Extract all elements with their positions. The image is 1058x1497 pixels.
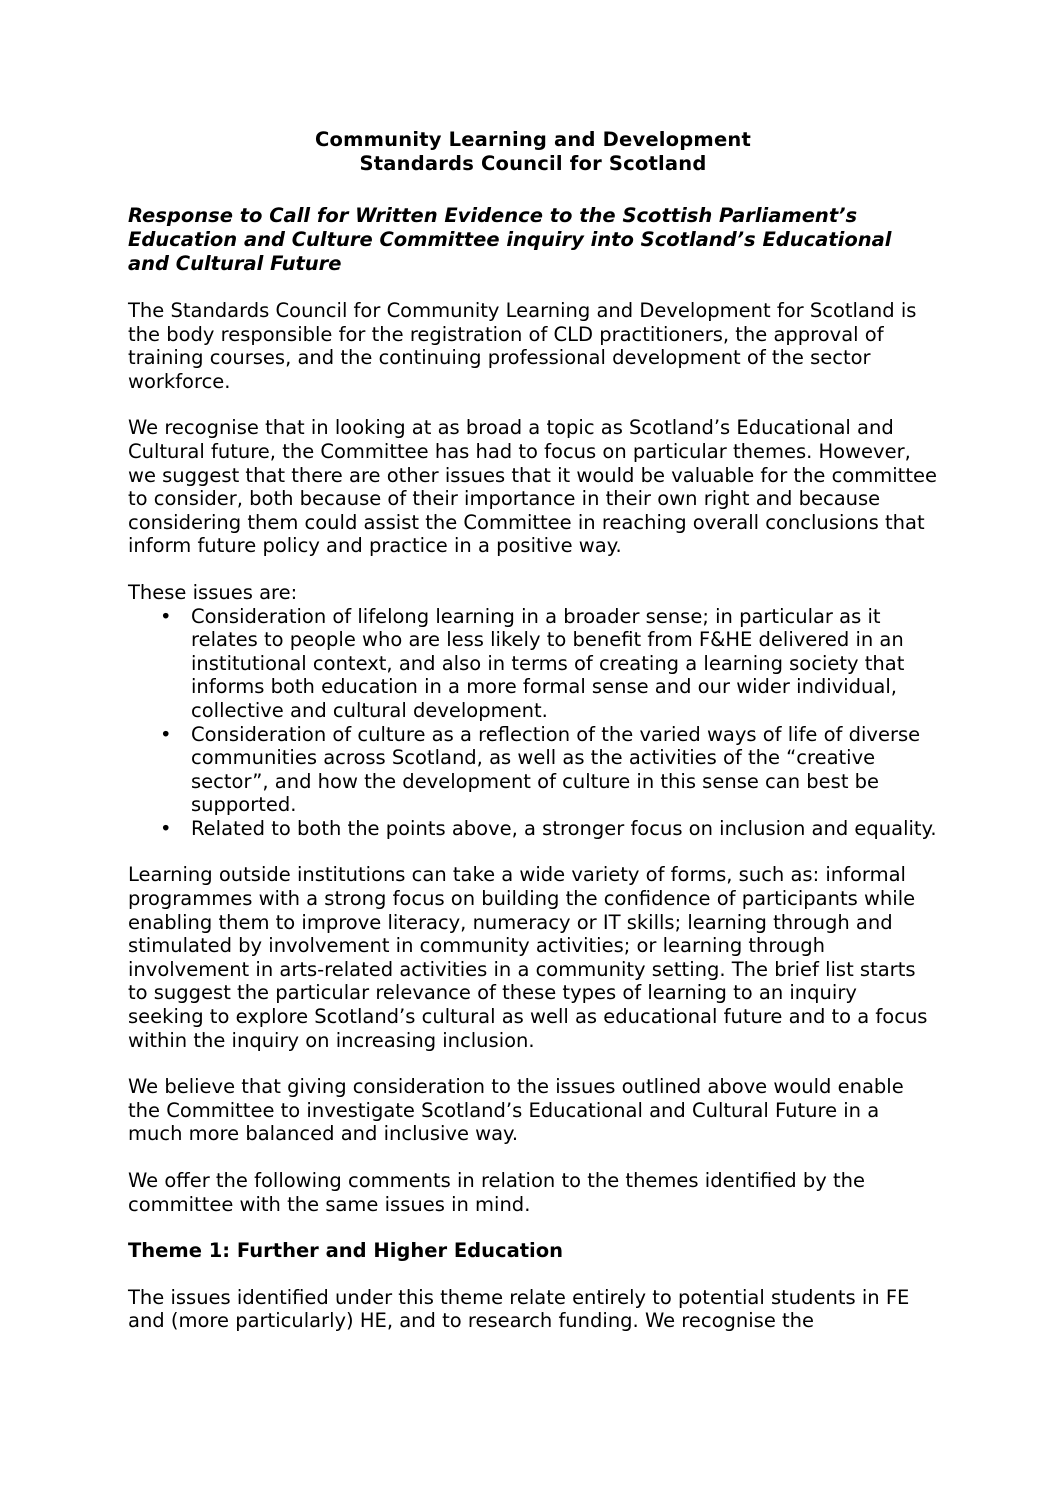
bullet-icon: • [160,722,172,746]
document-page [128,128,938,1333]
paragraph-we-offer: We offer the following comments in relation to the themes identified by the committee with the same issues in mind. [128,1169,865,1216]
document-title-line-2: Standards Council for Scotland [359,152,707,175]
document-title-line-1: Community Learning and Development [315,128,751,151]
bullet-icon: • [160,816,172,840]
issues-intro: These issues are: [128,580,298,604]
theme-1-heading: Theme 1: Further and Higher Education [128,1239,564,1263]
list-item [160,604,938,723]
paragraph-recognise: We recognise that in looking at as broad a topic as Scotland’s Educational and Cultural future, the Committee has had to focus on particular themes. However, we suggest that there are other issues that it would be valuable for the committee to consider, both because of their importance in their own right and because considering them could assist the Committee in reaching overall conclusions that inform future policy and practice in a positive way. [128,416,937,558]
document-subtitle: Response to Call for Written Evidence to the Scottish Parliament’s Education and Culture Committee inquiry into Scotland’s Educational and Cultural Future [128,204,892,275]
list-item-text: Consideration of lifelong learning in a broader sense; in particular as it relates to people who are less likely to benefit from F&HE delivered in an institutional context, and also in terms of creating a learning society that informs both education in a more formal sense and our wider individual, collective and cultural development. [191,604,905,722]
list-item [160,816,938,841]
paragraph-standards-council: The Standards Council for Community Learning and Development for Scotland is the body responsible for the registration of CLD practitioners, the approval of training courses, and the continuing professional development of the sector workforce. [128,299,917,393]
list-item-text: Consideration of culture as a reflection of the varied ways of life of diverse communities across Scotland, as well as the activities of the “creative sector”, and how the development of culture in this sense can best be supported. [191,722,921,817]
list-item-text: Related to both the points above, a stronger focus on inclusion and equality. [191,816,937,840]
issues-list [128,605,938,841]
paragraph-theme-1: The issues identified under this theme relate entirely to potential students in FE and (more particularly) HE, and to research funding. We recognise the [128,1285,910,1333]
bullet-icon: • [160,604,172,628]
paragraph-we-believe: We believe that giving consideration to the issues outlined above would enable the Committee to investigate Scotland’s Educational and Cultural Future in a much more balanced and inclusive way. [128,1075,904,1146]
paragraph-learning-outside: Learning outside institutions can take a wide variety of forms, such as: informal programmes with a strong focus on building the confidence of participants while enabling them to improve literacy, numeracy or IT skills; learning through and stimulated by involvement in community activities; or learning through involvement in arts-related activities in a community setting. The brief list starts to suggest the particular relevance of these types of learning to an inquiry seeking to explore Scotland’s cultural as well as educational future and to a focus within the inquiry on increasing inclusion. [128,863,928,1052]
list-item [160,722,938,817]
